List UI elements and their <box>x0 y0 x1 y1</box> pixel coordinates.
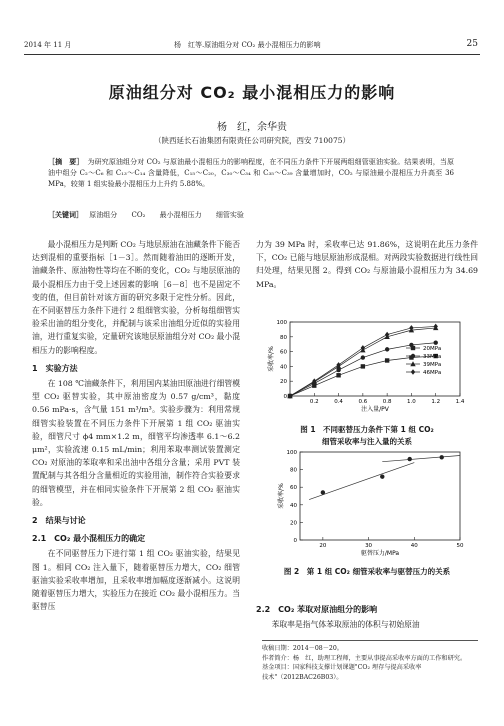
results-paragraph: 在不同驱替压力下进行第 1 组 CO₂ 驱油实验，结果见图 1。相同 CO₂ 注入量下，随着驱替压力增大，CO₂ 细管驱油实验采收率增加，且采收率增加幅度逐渐减小。这说明随着驱替压力增大，实验压力在接近 CO₂ 最小混相压力。当驱替压 <box>32 549 240 612</box>
y-tick-label: 0 <box>293 538 297 544</box>
abstract-tag: ［摘 要］ <box>48 157 84 166</box>
data-point <box>434 341 438 345</box>
authors: 杨 红，余华贵 <box>217 122 287 133</box>
fund-line: 基金项目：国家科技支撑计划课题"CO₂ 埋存与提高采收率 <box>262 664 422 672</box>
page-number: 25 <box>466 39 478 49</box>
method-paragraph: 在 108 ℃油藏条件下，利用国内某油田原油进行细管模型 CO₂ 驱替实验，其中原油密度为 0.57 g/cm³，黏度 0.56 mPa·s，含气量 151 m³/m³。实验步骤为：利用常规细管实验装置在不同压力条件下开展第 1 组 CO₂ 驱油实验，细管尺寸 ϕ4 mm×1.2 m，细管平均渗透率 6.1～6.2 μm²，实验流速 0.15 mL/min；利用苯取率测试装置测定 CO₂ 对原油的苯取率和采出油中各组分含量；采用 PVT 装置配制与其各组分含量相近的实验用油，制作符合实验要求的细管模型，并在相同实验条件下开展第 2 组 CO₂ 驱油实验。 <box>32 379 240 507</box>
data-point <box>411 346 415 350</box>
y-tick-label: 20 <box>280 379 287 386</box>
subsection-heading: 2.1 CO₂ 最小混相压力的确定 <box>32 534 146 544</box>
y-tick-label: 60 <box>290 485 297 492</box>
abstract-text: 为研究原油组分对 CO₂ 与原油最小混相压力的影响程度，在不同压力条件下开展两组细管驱油实验。结果表明，当原油中组分 C₂～C₆ 和 C₁₃～C₁₄ 含量降低，C₁₅～C₂₀，C₃₀～C₃₄ 和 C₃₅～C₃₉ 含量增加时，CO₂ 与原油最小混相压力升高至 36 MPa，较第 1 组实验最小混相压力上升约 5.88%。 <box>48 158 454 189</box>
left-column <box>32 238 240 613</box>
x-tick-label: 1.2 <box>431 399 441 405</box>
x-tick-label: 40 <box>410 543 418 549</box>
legend-label: 20MPa <box>423 346 442 352</box>
header-article: 杨 红等.原油组分对 CO₂ 最小混相压力的影响 <box>174 41 321 49</box>
data-point <box>380 474 384 478</box>
x-tick-label: 1.4 <box>455 399 465 405</box>
regression-line <box>309 463 414 500</box>
section-heading: 2 结果与讨论 <box>32 516 86 526</box>
keyword: CO₂ <box>131 211 146 219</box>
affiliation: （陕西延长石油集团有限责任公司研究院，西安 710075） <box>153 136 350 145</box>
figure-1-caption <box>256 424 478 448</box>
x-axis-label: 注入量/PV <box>361 406 389 413</box>
y-tick-label: 0 <box>283 394 287 400</box>
x-tick-label: 0.4 <box>334 399 343 405</box>
data-point <box>321 490 325 494</box>
caption-line: 细管采收率与注入量的关系 <box>322 437 412 446</box>
y-axis-label: 采收率/% <box>278 483 285 509</box>
data-point <box>411 354 415 358</box>
figure-2-chart <box>256 446 478 562</box>
running-header <box>24 40 480 55</box>
y-tick-label: 80 <box>280 334 287 341</box>
data-point <box>385 347 389 351</box>
keyword: 最小混相压力 <box>159 211 202 219</box>
data-point <box>440 455 444 459</box>
right-column-top <box>256 238 478 291</box>
data-point <box>411 369 415 375</box>
x-axis-label: 驱替压力/MPa <box>360 550 400 557</box>
keywords <box>48 210 454 220</box>
y-tick-label: 40 <box>280 364 287 371</box>
author-bio: 作者简介：杨 红，助理工程师，主要从事提高采收率方面的工作和研究。 <box>262 654 467 662</box>
legend-label: 33MPa <box>423 354 442 360</box>
extraction-paragraph: 苯取率是指气体苯取原油的体积与初始原油 <box>271 620 420 629</box>
legend-label: 46MPa <box>423 370 442 376</box>
figure-2-caption: 图 2 第 1 组 CO₂ 细管采收率与驱替压力的关系 <box>283 567 451 576</box>
x-tick-label: 0.6 <box>358 399 368 405</box>
article-title: 原油组分对 CO₂ 最小混相压力的影响 <box>108 83 396 102</box>
y-tick-label: 100 <box>276 320 287 326</box>
keyword: 细管实验 <box>215 211 244 219</box>
header-date: 2014 年 11 月 <box>24 41 72 49</box>
x-tick-label: 0.8 <box>382 399 392 405</box>
y-tick-label: 40 <box>290 502 297 509</box>
x-tick-label: 1.0 <box>407 399 416 405</box>
results-continued: 力为 39 MPa 时，采收率已达 91.86%，这说明在此压力条件下，CO₂ 已能与地层原油形成混相。对两段实验数据进行线性回归处理，结果见图 2。得到 CO₂ 与原油最小混相压力为 34.69 MPa。 <box>256 240 478 289</box>
x-tick-label: 30 <box>365 543 373 549</box>
plot-frame <box>300 452 460 540</box>
keywords-tag: ［关键词］ <box>48 210 83 219</box>
abstract <box>48 156 454 191</box>
footnote <box>262 640 478 682</box>
data-point <box>361 355 365 359</box>
keyword: 原油组分 <box>89 211 118 219</box>
intro-paragraph: 最小混相压力是判断 CO₂ 与地层原油在油藏条件下能否达到混相的重要指标［1－3］。然而随着油田的逐断开发，油藏条件、原油物性等均在不断的变化，CO₂ 与地层原油的最小混相压力由于受上述因素的影响［6－8］也不是固定不变的值，但目前针对该方面的研究多限于定性分析。因此，在不同驱替压力条件下进行 2 组细管实验，分析每组细管实验采出油的组分变化，并配制与该采出油组分近似的实验用油，进行重复实验，定量研究该地层原油组分对 CO₂ 最小混相压力的影响程度。 <box>32 240 240 355</box>
fund-line: 技术"（2012BAC26B03）。 <box>262 673 343 681</box>
x-tick-label: 50 <box>456 543 464 549</box>
section-heading: 1 实验方法 <box>32 363 78 373</box>
y-tick-label: 60 <box>280 349 287 356</box>
figure-1-chart <box>256 318 478 418</box>
received-date: 收稿日期：2014－08－20。 <box>262 645 343 652</box>
subsection-heading: 2.2 CO₂ 苯取对原油组分的影响 <box>256 605 378 614</box>
y-axis-label: 采收率/% <box>268 346 275 372</box>
series-line <box>290 328 436 396</box>
series-line <box>290 356 436 396</box>
legend-label: 39MPa <box>423 362 442 368</box>
data-point <box>361 345 365 351</box>
data-point <box>336 373 340 377</box>
right-column-bottom <box>256 598 478 631</box>
caption-line: 图 1 不同驱替压力条件下第 1 组 CO₂ <box>300 425 434 434</box>
series-line <box>290 326 436 396</box>
data-point <box>408 457 412 461</box>
y-tick-label: 20 <box>290 520 297 527</box>
data-point <box>361 364 365 368</box>
y-tick-label: 100 <box>286 450 297 456</box>
x-tick-label: 0.2 <box>309 399 319 405</box>
x-tick-label: 20 <box>319 543 327 549</box>
data-point <box>385 358 389 362</box>
y-tick-label: 80 <box>290 467 297 474</box>
regression-line <box>382 456 460 462</box>
